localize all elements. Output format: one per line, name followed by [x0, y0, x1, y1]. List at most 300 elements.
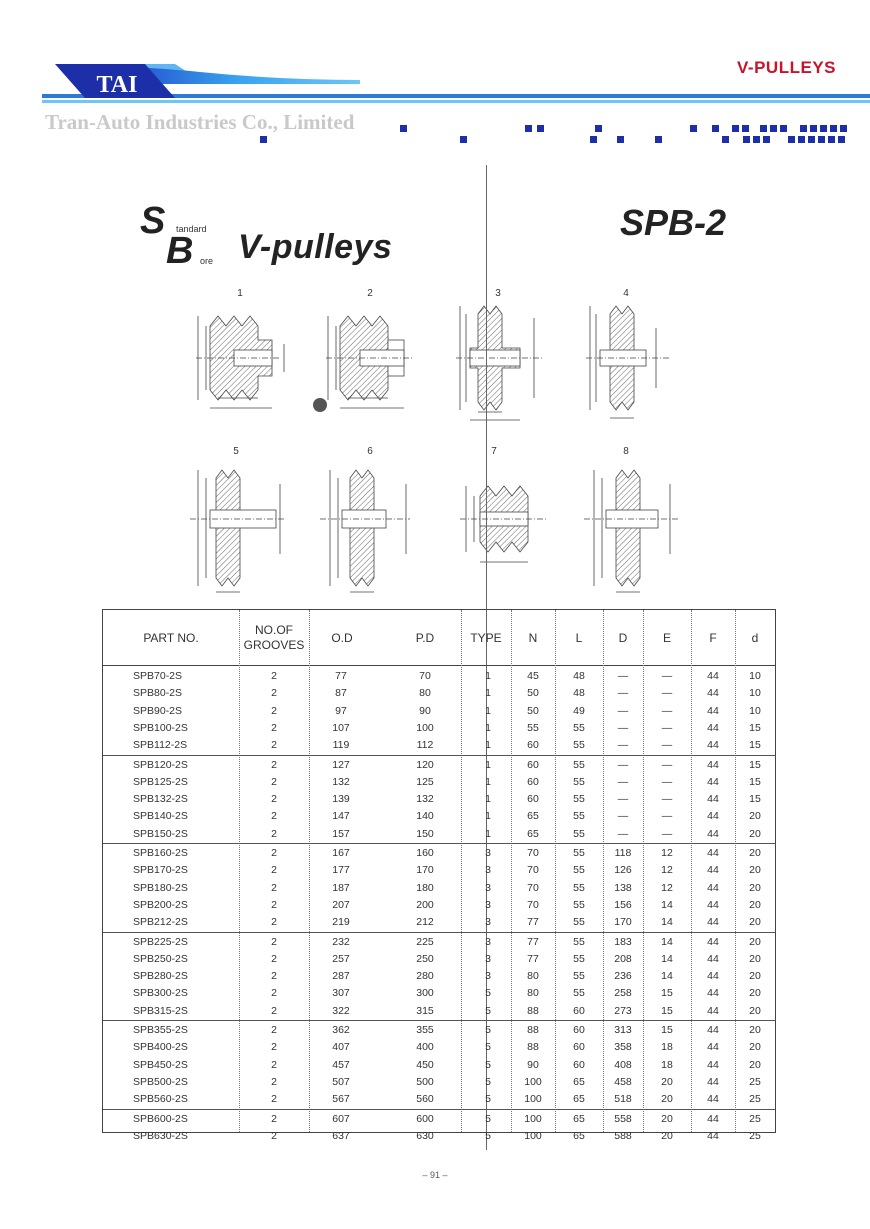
cell-n: 80 — [527, 970, 539, 983]
cell-grooves: 2 — [271, 775, 277, 788]
cell-type: 1 — [485, 670, 491, 682]
cell-part-no: SPB300-2S — [133, 987, 188, 1000]
table-row — [103, 934, 775, 951]
section-title: V-PULLEYS — [737, 58, 836, 77]
cell-od: 127 — [332, 758, 350, 771]
cell-od: 119 — [332, 739, 350, 752]
cell-type: 3 — [485, 898, 491, 911]
row-group — [103, 1022, 775, 1110]
table-row — [103, 685, 775, 702]
cell-grooves: 2 — [271, 1041, 277, 1054]
cell-type: 5 — [485, 987, 491, 1000]
table-row — [103, 703, 775, 720]
cell-pd: 112 — [416, 739, 434, 752]
cell-od: 97 — [335, 704, 347, 717]
cell-d-upper: — — [617, 827, 629, 840]
cell-n: 70 — [527, 864, 539, 877]
cell-n: 50 — [527, 687, 539, 700]
row-group — [103, 934, 775, 1022]
cell-f: 44 — [707, 810, 719, 823]
cell-f: 44 — [707, 827, 719, 840]
table-row — [103, 757, 775, 774]
cell-l: 55 — [573, 970, 585, 983]
sb-letter-b: B — [166, 230, 194, 272]
cell-n: 88 — [527, 1004, 539, 1017]
cell-d-lower: 10 — [749, 687, 761, 700]
cell-type: 1 — [485, 827, 491, 840]
cell-type: 5 — [485, 1041, 491, 1054]
col-header-od: O.D — [331, 630, 353, 645]
cell-e: 20 — [661, 1129, 673, 1142]
cell-grooves: 2 — [271, 847, 277, 859]
cell-pd: 180 — [416, 881, 434, 894]
cell-l: 60 — [573, 1058, 585, 1071]
cell-n: 80 — [527, 987, 539, 1000]
cell-d-upper: 358 — [614, 1041, 632, 1054]
cell-pd: 560 — [416, 1093, 434, 1106]
cell-od: 287 — [332, 970, 350, 983]
cell-od: 219 — [332, 916, 350, 929]
cell-grooves: 2 — [271, 935, 277, 948]
cell-grooves: 2 — [271, 1129, 277, 1142]
row-group — [103, 1111, 775, 1147]
cell-grooves: 2 — [271, 987, 277, 1000]
cell-d-lower: 25 — [749, 1075, 761, 1088]
cell-od: 77 — [335, 670, 347, 682]
table-row — [103, 1091, 775, 1108]
cell-type: 1 — [485, 704, 491, 717]
cell-e: 12 — [661, 864, 673, 877]
cell-pd: 280 — [416, 970, 434, 983]
cell-d-lower: 20 — [749, 970, 761, 983]
diagram-drawings — [170, 288, 690, 598]
cell-part-no: SPB450-2S — [133, 1058, 188, 1071]
cell-f: 44 — [707, 739, 719, 752]
table-row — [103, 808, 775, 825]
cell-pd: 170 — [416, 864, 434, 877]
table-row — [103, 1111, 775, 1128]
pulley-diagrams — [170, 288, 690, 598]
cell-f: 44 — [707, 758, 719, 771]
cell-pd: 500 — [416, 1075, 434, 1088]
cell-n: 90 — [527, 1058, 539, 1071]
cell-grooves: 2 — [271, 687, 277, 700]
cell-type: 5 — [485, 1129, 491, 1142]
cell-pd: 300 — [416, 987, 434, 1000]
cell-f: 44 — [707, 1041, 719, 1054]
col-header-n: N — [528, 630, 538, 645]
title-area — [140, 200, 760, 280]
cell-n: 77 — [527, 952, 539, 965]
cell-f: 44 — [707, 1093, 719, 1106]
cell-n: 55 — [527, 721, 539, 734]
cell-pd: 225 — [416, 935, 434, 948]
page-number: – 91 – — [422, 1170, 448, 1180]
cell-grooves: 2 — [271, 881, 277, 894]
table-row — [103, 968, 775, 985]
diagram-number: 7 — [491, 446, 497, 457]
cell-n: 100 — [524, 1112, 542, 1125]
cell-e: 12 — [661, 847, 673, 859]
cell-d-upper: — — [617, 758, 629, 771]
cell-d-upper: — — [617, 670, 629, 682]
cell-l: 55 — [573, 935, 585, 948]
cell-pd: 100 — [416, 721, 434, 734]
cell-d-lower: 20 — [749, 898, 761, 911]
cell-part-no: SPB200-2S — [133, 898, 188, 911]
cell-e: 14 — [661, 952, 673, 965]
diagram-number: 8 — [623, 446, 629, 457]
cell-f: 44 — [707, 970, 719, 983]
cell-type: 5 — [485, 1112, 491, 1125]
cell-l: 55 — [573, 952, 585, 965]
cell-d-lower: 20 — [749, 987, 761, 1000]
cell-pd: 250 — [416, 952, 434, 965]
table-row — [103, 720, 775, 737]
cell-od: 139 — [332, 793, 350, 806]
cell-l: 55 — [573, 827, 585, 840]
diagram-number: 1 — [237, 288, 243, 299]
cell-n: 70 — [527, 898, 539, 911]
cell-d-lower: 25 — [749, 1093, 761, 1106]
cell-grooves: 2 — [271, 1075, 277, 1088]
cell-grooves: 2 — [271, 739, 277, 752]
cell-e: — — [661, 810, 673, 823]
cell-f: 44 — [707, 898, 719, 911]
cell-e: — — [661, 739, 673, 752]
cell-grooves: 2 — [271, 916, 277, 929]
cell-l: 55 — [573, 881, 585, 894]
cell-l: 55 — [573, 721, 585, 734]
cell-d-upper: — — [617, 793, 629, 806]
cell-f: 44 — [707, 1129, 719, 1142]
cell-d-lower: 20 — [749, 1058, 761, 1071]
cell-type: 5 — [485, 1075, 491, 1088]
cell-od: 132 — [332, 775, 350, 788]
cell-part-no: SPB120-2S — [133, 758, 188, 771]
col-header-d-upper: D — [618, 630, 628, 645]
cell-type: 3 — [485, 847, 491, 859]
cell-od: 567 — [332, 1093, 350, 1106]
cell-d-upper: 156 — [614, 898, 632, 911]
cell-part-no: SPB125-2S — [133, 775, 188, 788]
cell-e: — — [661, 758, 673, 771]
table-row — [103, 985, 775, 1002]
cell-f: 44 — [707, 670, 719, 682]
cell-l: 49 — [573, 704, 585, 717]
spec-table — [102, 609, 776, 1142]
cell-part-no: SPB140-2S — [133, 810, 188, 823]
cell-part-no: SPB170-2S — [133, 864, 188, 877]
cell-e: 14 — [661, 898, 673, 911]
cell-d-upper: 518 — [614, 1093, 632, 1106]
cell-grooves: 2 — [271, 810, 277, 823]
row-group — [103, 668, 775, 756]
cell-e: — — [661, 793, 673, 806]
cell-n: 60 — [527, 739, 539, 752]
diagram-number: 5 — [233, 446, 239, 457]
cell-d-upper: 558 — [614, 1112, 632, 1125]
cell-e: 20 — [661, 1093, 673, 1106]
cell-od: 177 — [332, 864, 350, 877]
cell-e: 20 — [661, 1075, 673, 1088]
cell-l: 65 — [573, 1075, 585, 1088]
cell-od: 362 — [332, 1024, 350, 1036]
diagram-number: 6 — [367, 446, 373, 457]
cell-l: 65 — [573, 1112, 585, 1125]
cell-grooves: 2 — [271, 864, 277, 877]
table-row — [103, 1128, 775, 1145]
cell-e: — — [661, 775, 673, 788]
cell-pd: 200 — [416, 898, 434, 911]
cell-type: 5 — [485, 1058, 491, 1071]
cell-pd: 630 — [416, 1129, 434, 1142]
cell-d-lower: 20 — [749, 810, 761, 823]
cell-grooves: 2 — [271, 970, 277, 983]
sb-standard-label: tandard — [176, 224, 207, 234]
table-row — [103, 737, 775, 754]
col-header-e: E — [662, 630, 671, 645]
cell-pd: 70 — [419, 670, 431, 682]
cell-n: 50 — [527, 704, 539, 717]
cell-f: 44 — [707, 775, 719, 788]
diagram-number: 2 — [367, 288, 373, 299]
cell-d-upper: 236 — [614, 970, 632, 983]
cell-f: 44 — [707, 987, 719, 1000]
cell-e: 14 — [661, 970, 673, 983]
cell-pd: 450 — [416, 1058, 434, 1071]
cell-l: 55 — [573, 898, 585, 911]
cell-e: 14 — [661, 916, 673, 929]
diagram-number: 4 — [623, 288, 629, 299]
cell-l: 55 — [573, 793, 585, 806]
cell-e: 15 — [661, 1004, 673, 1017]
table-row — [103, 951, 775, 968]
cell-grooves: 2 — [271, 758, 277, 771]
cell-od: 507 — [332, 1075, 350, 1088]
cell-type: 1 — [485, 810, 491, 823]
col-header-pd: P.D — [415, 630, 435, 645]
cell-grooves: 2 — [271, 898, 277, 911]
cell-l: 55 — [573, 739, 585, 752]
table-row — [103, 862, 775, 879]
cell-e: 15 — [661, 1024, 673, 1036]
cell-d-upper: 313 — [614, 1024, 632, 1036]
cell-od: 257 — [332, 952, 350, 965]
cell-f: 44 — [707, 935, 719, 948]
cell-od: 107 — [332, 721, 350, 734]
cell-type: 1 — [485, 721, 491, 734]
cell-d-lower: 15 — [749, 721, 761, 734]
cell-d-lower: 10 — [749, 704, 761, 717]
cell-part-no: SPB500-2S — [133, 1075, 188, 1088]
cell-n: 100 — [524, 1075, 542, 1088]
cell-d-lower: 20 — [749, 935, 761, 948]
table-row — [103, 1039, 775, 1056]
cell-l: 55 — [573, 987, 585, 1000]
cell-part-no: SPB315-2S — [133, 1004, 188, 1017]
cell-d-upper: 273 — [614, 1004, 632, 1017]
cell-e: 15 — [661, 987, 673, 1000]
col-header-grooves: NO.OF GROOVES — [243, 623, 305, 652]
svg-text:TAI: TAI — [96, 72, 138, 98]
cell-pd: 80 — [419, 687, 431, 700]
cell-d-upper: — — [617, 704, 629, 717]
cell-od: 232 — [332, 935, 350, 948]
cell-type: 3 — [485, 916, 491, 929]
cell-grooves: 2 — [271, 1093, 277, 1106]
cell-f: 44 — [707, 847, 719, 859]
cell-grooves: 2 — [271, 952, 277, 965]
table-row — [103, 845, 775, 862]
cell-d-upper: 170 — [614, 916, 632, 929]
table-row — [103, 880, 775, 897]
cell-f: 44 — [707, 1024, 719, 1036]
cell-f: 44 — [707, 721, 719, 734]
cell-grooves: 2 — [271, 793, 277, 806]
cell-n: 100 — [524, 1129, 542, 1142]
col-header-part-no: PART NO. — [143, 630, 199, 645]
cell-f: 44 — [707, 916, 719, 929]
cell-part-no: SPB160-2S — [133, 847, 188, 859]
cell-od: 322 — [332, 1004, 350, 1017]
cell-d-upper: 208 — [614, 952, 632, 965]
cell-l: 60 — [573, 1004, 585, 1017]
table-row — [103, 914, 775, 931]
cell-grooves: 2 — [271, 721, 277, 734]
cell-part-no: SPB600-2S — [133, 1112, 188, 1125]
cell-d-lower: 10 — [749, 670, 761, 682]
cell-e: — — [661, 670, 673, 682]
decorative-squares — [0, 0, 870, 150]
cell-type: 1 — [485, 687, 491, 700]
cell-d-lower: 20 — [749, 952, 761, 965]
cell-d-upper: — — [617, 775, 629, 788]
cell-e: — — [661, 704, 673, 717]
cell-f: 44 — [707, 952, 719, 965]
cell-pd: 600 — [416, 1112, 434, 1125]
cell-l: 55 — [573, 758, 585, 771]
cell-n: 100 — [524, 1093, 542, 1106]
table-row — [103, 826, 775, 843]
cell-pd: 140 — [416, 810, 434, 823]
cell-part-no: SPB280-2S — [133, 970, 188, 983]
cell-l: 60 — [573, 1024, 585, 1036]
table-row — [103, 774, 775, 791]
model-title: SPB-2 — [620, 202, 727, 243]
cell-part-no: SPB80-2S — [133, 687, 183, 700]
cell-grooves: 2 — [271, 827, 277, 840]
cell-d-lower: 20 — [749, 1004, 761, 1017]
cell-f: 44 — [707, 881, 719, 894]
cell-d-lower: 15 — [749, 793, 761, 806]
cell-part-no: SPB70-2S — [133, 670, 183, 682]
cell-type: 5 — [485, 1093, 491, 1106]
row-group — [103, 845, 775, 933]
cell-type: 3 — [485, 935, 491, 948]
cell-l: 55 — [573, 775, 585, 788]
cell-od: 407 — [332, 1041, 350, 1054]
cell-n: 60 — [527, 758, 539, 771]
cell-part-no: SPB150-2S — [133, 827, 188, 840]
cell-f: 44 — [707, 1075, 719, 1088]
cell-n: 77 — [527, 916, 539, 929]
cell-d-upper: — — [617, 739, 629, 752]
cell-n: 65 — [527, 827, 539, 840]
cell-grooves: 2 — [271, 1004, 277, 1017]
cell-f: 44 — [707, 1058, 719, 1071]
cell-f: 44 — [707, 1112, 719, 1125]
cell-part-no: SPB112-2S — [133, 739, 188, 752]
product-title: V-pulleys — [238, 228, 393, 266]
cell-pd: 120 — [416, 758, 434, 771]
table-row — [103, 897, 775, 914]
cell-type: 1 — [485, 775, 491, 788]
cell-od: 207 — [332, 898, 350, 911]
cell-type: 1 — [485, 739, 491, 752]
cell-n: 60 — [527, 775, 539, 788]
table-header — [103, 610, 775, 666]
cell-d-lower: 20 — [749, 847, 761, 859]
cell-d-upper: — — [617, 721, 629, 734]
cell-pd: 400 — [416, 1041, 434, 1054]
cell-e: — — [661, 827, 673, 840]
cell-pd: 160 — [416, 847, 434, 859]
cell-part-no: SPB400-2S — [133, 1041, 188, 1054]
cell-f: 44 — [707, 1004, 719, 1017]
cell-type: 3 — [485, 864, 491, 877]
cell-part-no: SPB180-2S — [133, 881, 188, 894]
cell-od: 167 — [332, 847, 350, 859]
standard-bore-logo — [140, 200, 235, 270]
cell-d-upper: 118 — [614, 847, 632, 859]
col-header-d-lower: d — [751, 630, 759, 645]
cell-d-lower: 20 — [749, 1024, 761, 1036]
cell-pd: 212 — [416, 916, 434, 929]
cell-d-upper: 126 — [614, 864, 632, 877]
cell-n: 88 — [527, 1041, 539, 1054]
cell-type: 3 — [485, 952, 491, 965]
table-row — [103, 791, 775, 808]
cell-d-upper: 458 — [614, 1075, 632, 1088]
cell-l: 60 — [573, 1041, 585, 1054]
cell-type: 5 — [485, 1004, 491, 1017]
cell-type: 3 — [485, 970, 491, 983]
cell-type: 3 — [485, 881, 491, 894]
sb-letter-s: S — [140, 200, 166, 242]
cell-e: 20 — [661, 1112, 673, 1125]
cell-d-lower: 25 — [749, 1112, 761, 1125]
cell-n: 88 — [527, 1024, 539, 1036]
cell-type: 1 — [485, 793, 491, 806]
table-row — [103, 1022, 775, 1039]
sb-ore-label: ore — [200, 256, 214, 266]
cell-d-upper: 138 — [614, 881, 632, 894]
cell-pd: 150 — [416, 827, 434, 840]
cell-d-lower: 15 — [749, 775, 761, 788]
cell-d-lower: 20 — [749, 864, 761, 877]
cell-grooves: 2 — [271, 704, 277, 717]
cell-part-no: SPB630-2S — [133, 1129, 188, 1142]
company-name: Tran-Auto Industries Co., Limited — [45, 110, 355, 134]
cell-part-no: SPB560-2S — [133, 1093, 188, 1106]
page-header — [0, 0, 870, 150]
cell-l: 65 — [573, 1129, 585, 1142]
cell-f: 44 — [707, 864, 719, 877]
cell-f: 44 — [707, 704, 719, 717]
cell-l: 55 — [573, 810, 585, 823]
cell-od: 607 — [332, 1112, 350, 1125]
